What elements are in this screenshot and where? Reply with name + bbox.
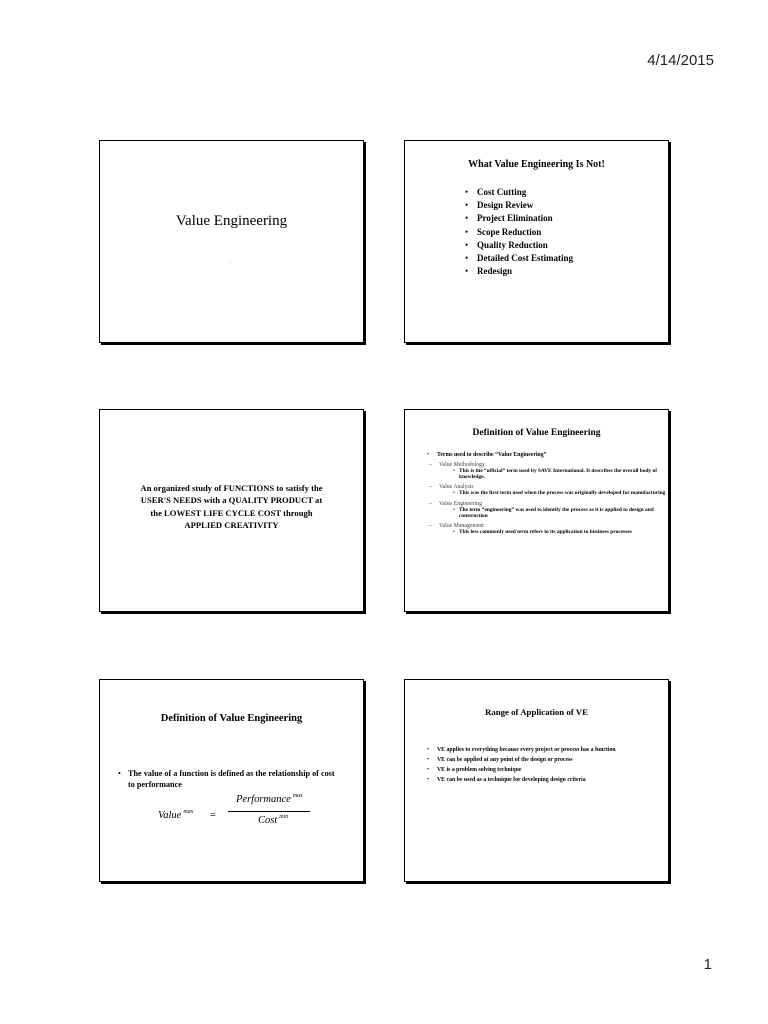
list-item: • VE is a problem solving technique bbox=[427, 767, 648, 774]
list-item: • Project Elimination bbox=[465, 212, 668, 225]
list-item: • Scope Reduction bbox=[465, 226, 668, 239]
list-item: • VE applies to everything because every project or process has a function bbox=[427, 747, 648, 754]
definition-line: USER'S NEEDS with a QUALITY PRODUCT at bbox=[140, 495, 323, 506]
list-item: • VE can be used as a technique for developing design criteria bbox=[427, 777, 648, 784]
slide-definition-terms bbox=[404, 409, 669, 612]
bullet-list bbox=[427, 747, 648, 784]
slide-title-text: Value Engineering bbox=[175, 213, 288, 229]
formula-num-text: Performance bbox=[236, 794, 291, 805]
term-label: – Value Methodology bbox=[429, 462, 668, 468]
slide-title bbox=[99, 140, 364, 343]
list-item: • Quality Reduction bbox=[465, 239, 668, 252]
formula-lhs-text: Value bbox=[158, 810, 182, 821]
list-item: • Redesign bbox=[465, 265, 668, 278]
definition-line: APPLIED CREATIVITY bbox=[184, 520, 279, 531]
formula-lhs bbox=[158, 810, 193, 821]
slide-what-ve-is-not bbox=[404, 140, 669, 343]
term-label: – Value Analysis bbox=[429, 484, 668, 490]
formula-equals: = bbox=[210, 810, 216, 821]
slide-organized-study bbox=[99, 409, 364, 612]
formula-num-sup: max bbox=[292, 793, 303, 799]
formula-lhs-sup: max bbox=[183, 809, 194, 815]
list-item: • Design Review bbox=[465, 199, 668, 212]
bullet-list bbox=[465, 186, 668, 278]
definition-line: An organized study of FUNCTIONS to satisfy the bbox=[140, 483, 323, 493]
formula-numerator bbox=[236, 794, 303, 805]
list-item: • Detailed Cost Estimating bbox=[465, 252, 668, 265]
list-item: • VE can be applied at any point of the design or process bbox=[427, 757, 648, 764]
term-label: – Value Engineering bbox=[429, 501, 668, 507]
slide-value-formula bbox=[99, 679, 364, 882]
formula-den-text: Cost bbox=[258, 815, 278, 826]
page-number: 1 bbox=[703, 956, 712, 973]
slide-heading: Range of Application of VE bbox=[485, 707, 588, 717]
slide-heading: Definition of Value Engineering bbox=[472, 428, 601, 438]
page-date: 4/14/2015 bbox=[647, 52, 714, 69]
formula-denominator bbox=[258, 815, 288, 826]
formula-den-sup: min bbox=[279, 814, 289, 820]
slide-range-of-application bbox=[404, 679, 669, 882]
definition-line: the LOWEST LIFE CYCLE COST through bbox=[150, 507, 313, 518]
list-item: • Cost Cutting bbox=[465, 186, 668, 199]
term-label: – Value Management bbox=[429, 523, 668, 529]
formula-bullet: • The value of a function is defined as the relationship of cost to performance bbox=[118, 768, 343, 790]
term-description: • This was the first term used when the process was originally developed for manufacturing bbox=[453, 490, 668, 496]
slide-heading: Definition of Value Engineering bbox=[160, 713, 303, 724]
definition-text bbox=[100, 482, 363, 532]
term-description: • This less commonly used term refers to its application to business processes bbox=[453, 529, 668, 535]
intro-bullet: • Terms used to describe “Value Engineering” bbox=[427, 452, 668, 458]
terms-list bbox=[429, 462, 668, 535]
decorative-dot: . bbox=[230, 259, 232, 265]
slide-heading: What Value Engineering Is Not! bbox=[468, 159, 605, 170]
fraction-bar bbox=[228, 811, 310, 812]
term-description: • The term “engineering” was used to identify the process as it is applied to design and construction bbox=[453, 507, 668, 519]
term-description: • This is the “official” term used by SAVE International. It describes the overall body of knowledge. bbox=[453, 468, 668, 480]
